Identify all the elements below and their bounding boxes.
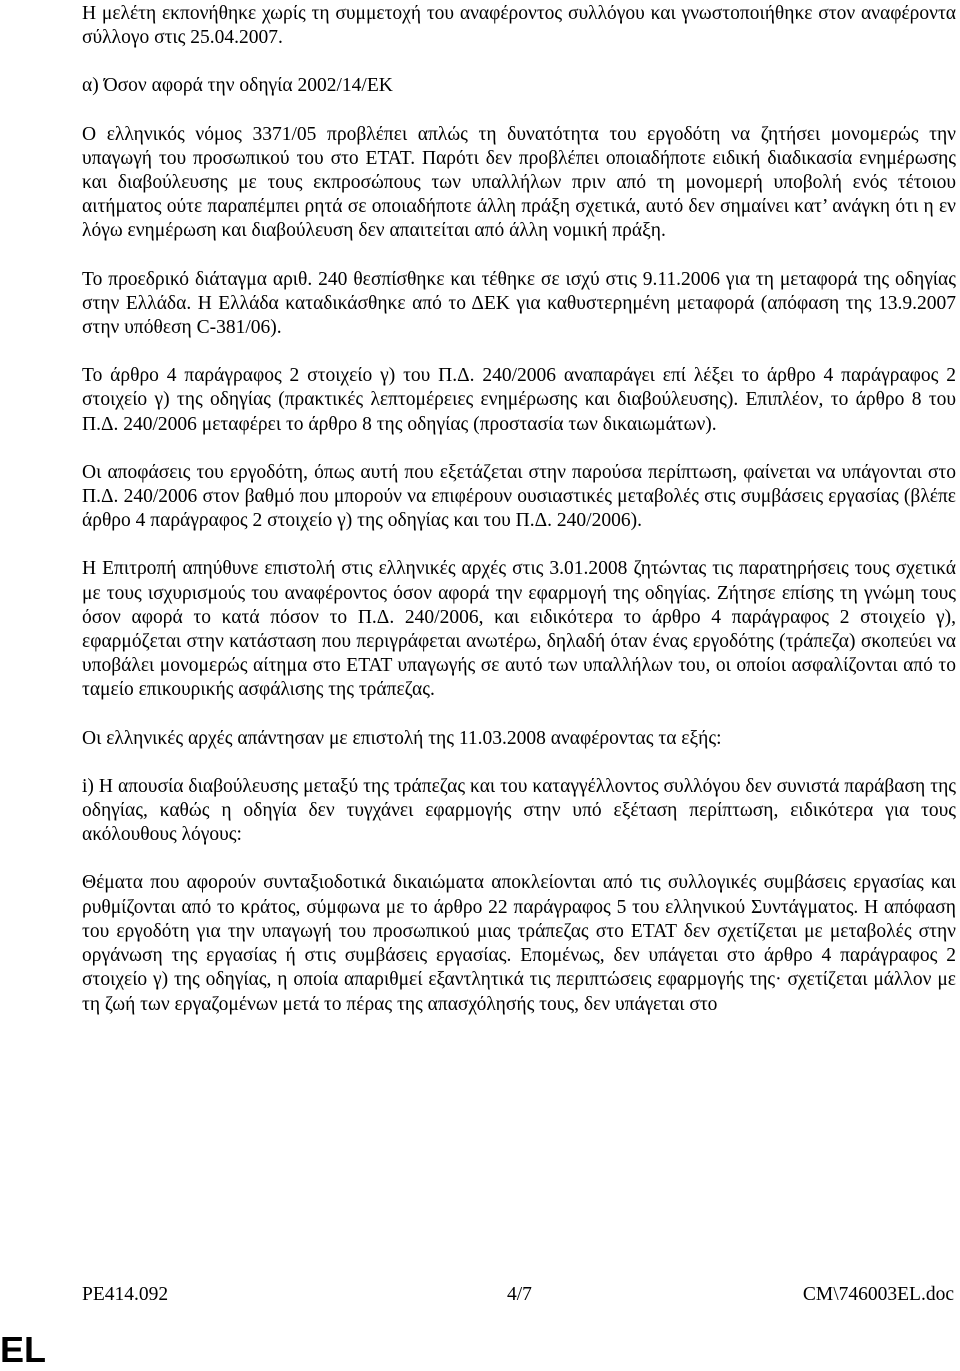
footer-reference: PE414.092 [82, 1284, 169, 1305]
paragraph-greek-authorities-reply: Οι ελληνικές αρχές απάντησαν με επιστολή της 11.03.2008 αναφέροντας τα εξής: [82, 727, 722, 749]
paragraph-article-4: Το άρθρο 4 παράγραφος 2 στοιχείο γ) του Π.Δ. 240/2006 αναπαράγει επί λέξει το άρθρο 4 παράγραφος 2 στοιχείο γ) της οδηγίας (πρακτικές λεπτομέρειες ενημέρωσης και διαβούλευσης). Επιπλέον, το άρθρο 8 του Π.Δ. 240/2006 μεταφέρει το άρθρο 8 της οδηγίας (προστασία των δικαιωμάτων). [82, 365, 956, 435]
paragraph-point-i: i) Η απουσία διαβούλευσης μεταξύ της τράπεζας και του καταγγέλλοντος συλλόγου δεν συνιστά παράβαση της οδηγίας, καθώς η οδηγία δεν τυγχάνει εφαρμογής στην υπό εξέταση περίπτωση, ειδικότερα για τους ακόλουθους λόγους: [82, 775, 956, 846]
paragraph-study-notice: Η μελέτη εκπονήθηκε χωρίς τη συμμετοχή του αναφέροντος συλλόγου και γνωστοποιήθηκε στον αναφέροντα σύλλογο στις 25.04.2007. [82, 3, 956, 49]
footer-page-number: 4/7 [507, 1284, 532, 1305]
language-mark: EL [0, 1329, 47, 1370]
paragraph-pension-rights: Θέματα που αφορούν συνταξιοδοτικά δικαιώματα αποκλείονται από τις συλλογικές συμβάσεις εργασίας και ρυθμίζονται από το κράτος, σύμφωνα με το άρθρο 22 παράγραφος 5 του ελληνικού Συντάγματος. Η απόφαση του εργοδότη για την υπαγωγή του προσωπικού μιας τράπεζας στο ΕΤΑΤ δεν σχετίζεται με μεταβολές στην οργάνωση της εργασίας ή στις συμβάσεις εργασίας. Επομένως, δεν υπάγεται στο άρθρο 4 παράγραφος 2 στοιχείο γ) της οδηγίας, η οποία απαριθμεί εξαντλητικά τις περιπτώσεις εφαρμογής της· σχετίζεται μάλλον με τη ζωή των εργαζομένων μετά το πέρας της απασχόλησής τους, δεν υπάγεται στο [82, 872, 956, 1015]
footer-filename: CM\746003EL.doc [802, 1284, 954, 1305]
body-text [82, 2, 956, 1041]
paragraph-employer-decisions: Οι αποφάσεις του εργοδότη, όπως αυτή που εξετάζεται στην παρούσα περίπτωση, φαίνεται να υπάγονται στο Π.Δ. 240/2006 στον βαθμό που μπορούν να επιφέρουν ουσιαστικές μεταβολές στις συμβάσεις εργασίας (βλέπε άρθρο 4 παράγραφος 2 στοιχείο γ) της οδηγίας και του Π.Δ. 240/2006). [82, 461, 956, 532]
paragraph-commission-letter: Η Επιτροπή απηύθυνε επιστολή στις ελληνικές αρχές στις 3.01.2008 ζητώντας τις παρατηρήσεις τους σχετικά με τους ισχυρισμούς του αναφέροντος όσον αφορά την εφαρμογή της οδηγίας. Ζήτησε επίσης τη γνώμη τους όσον αφορά το κατά πόσον το Π.Δ. 240/2006, και ειδικότερα το άρθρο 4 παράγραφος 2 στοιχείο γ), εφαρμόζεται στην κατάσταση που περιγράφεται ανωτέρω, δηλαδή όταν ένας εργοδότης (τράπεζα) σκοπεύει να υποβάλει μονομερώς αίτημα στο ΕΤΑΤ υπαγωγής σε αυτό των υπαλλήλων του, οι οποίοι ασφαλίζονται από το ταμείο επικουρικής ασφάλισης της τράπεζας. [82, 558, 956, 701]
paragraph-greek-law: Ο ελληνικός νόμος 3371/05 προβλέπει απλώς τη δυνατότητα του εργοδότη να ζητήσει μονομερώς την υπαγωγή του προσωπικού του στο ΕΤΑΤ. Παρότι δεν προβλέπει οποιαδήποτε ειδική διαδικασία ενημέρωσης και διαβούλευσης με τους εκπροσώπους των υπαλλήλων πριν από τη μονομερή υποβολή ενός τέτοιου αιτήματος ούτε παραπέμπει ρητά σε οποιαδήποτε άλλη πράξη σχετικά, αυτό δεν σημαίνει κατ’ ανάγκη ότι η εν λόγω ενημέρωση και διαβούλευση δεν απαιτείται από άλλη νομική πράξη. [82, 123, 956, 242]
paragraph-heading-directive: α) Όσον αφορά την οδηγία 2002/14/ΕΚ [82, 75, 393, 97]
paragraph-presidential-decree: Το προεδρικό διάταγμα αριθ. 240 θεσπίσθηκε και τέθηκε σε ισχύ στις 9.11.2006 για τη μεταφορά της οδηγίας στην Ελλάδα. Η Ελλάδα καταδικάσθηκε από το ΔΕΚ για καθυστερημένη μεταφορά (απόφαση της 13.9.2007 στην υπόθεση C-381/06). [82, 268, 956, 339]
